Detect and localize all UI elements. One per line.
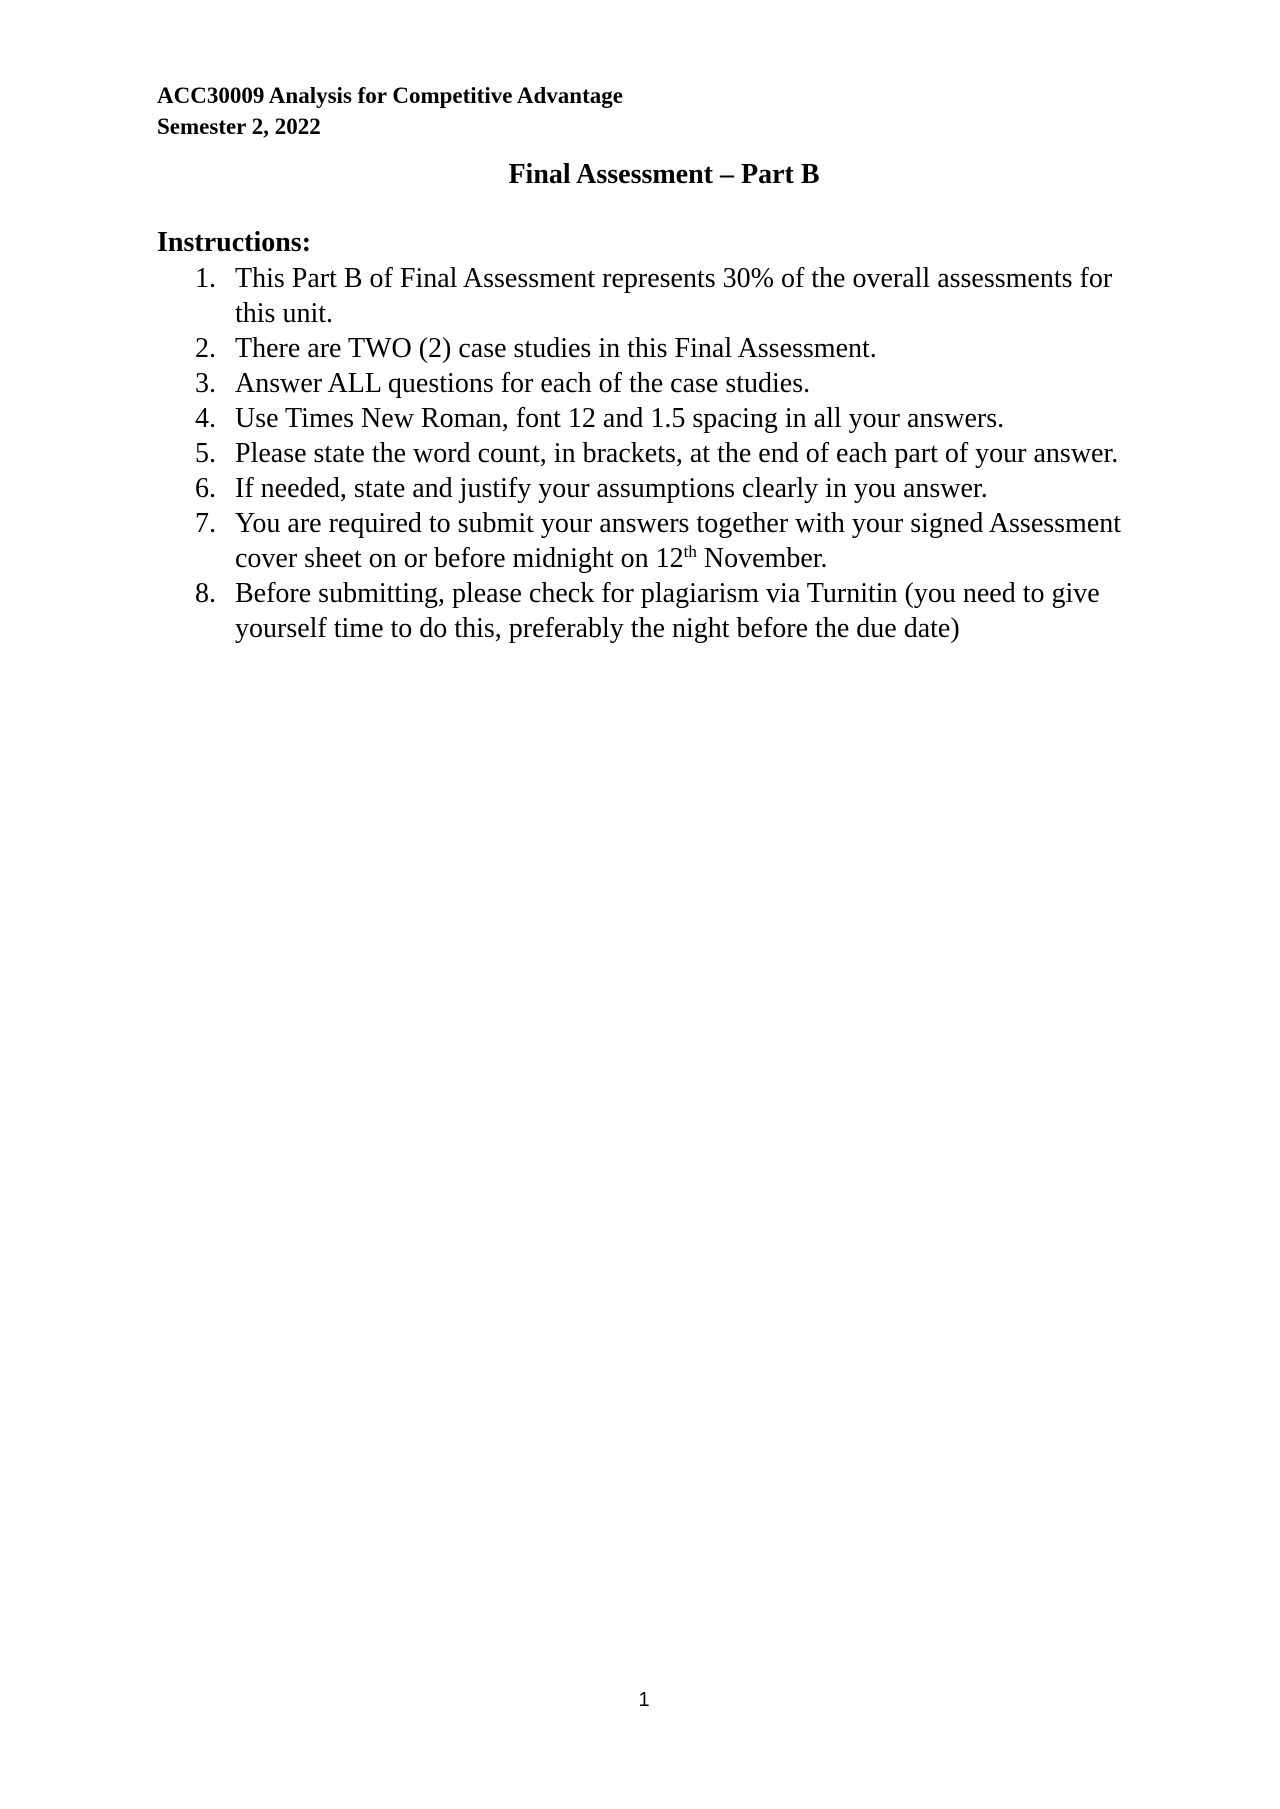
semester-label: Semester 2, 2022 [157, 114, 321, 139]
list-item-text: Please state the word count, in brackets, at the end of each part of your answer. [235, 438, 1119, 469]
course-header [157, 80, 623, 142]
list-item-number: 7. [195, 508, 216, 539]
date-superscript: th [683, 542, 697, 561]
instructions-list [157, 261, 1157, 646]
list-item-text: If needed, state and justify your assumptions clearly in you answer. [235, 473, 988, 504]
page-number: 1 [638, 1689, 650, 1711]
list-item-number: 4. [195, 403, 216, 434]
course-title: ACC30009 Analysis for Competitive Advantage [157, 83, 623, 108]
list-item-text: There are TWO (2) case studies in this Final Assessment. [235, 333, 877, 364]
list-item-number: 2. [195, 333, 216, 364]
list-item-number: 6. [195, 473, 216, 504]
list-item-number: 5. [195, 438, 216, 469]
list-item-text: Use Times New Roman, font 12 and 1.5 spacing in all your answers. [235, 403, 1005, 434]
list-item-text [235, 508, 1121, 574]
list-item [157, 261, 1157, 331]
list-item [157, 436, 1157, 471]
document-title-block [0, 157, 1280, 193]
list-item [157, 576, 1157, 646]
list-item-text-main: You are required to submit your answers together with your signed Assessment cover sheet on or before midnight on 12 [235, 508, 1122, 574]
list-item-text: This Part B of Final Assessment represents 30% of the overall assessments for this unit. [235, 263, 1113, 329]
list-item-number: 1. [195, 263, 216, 294]
list-item-number: 8. [195, 578, 216, 609]
list-item [157, 506, 1157, 576]
instructions-heading: Instructions: [157, 227, 312, 258]
list-item-text-end: November. [696, 543, 828, 574]
list-item [157, 401, 1157, 436]
list-item-text: Before submitting, please check for plagiarism via Turnitin (you need to give yourself time to do this, preferably the night before the due date) [235, 578, 1100, 644]
list-item-text: Answer ALL questions for each of the case studies. [235, 368, 811, 399]
document-title: Final Assessment – Part B [508, 159, 820, 190]
list-item-number: 3. [195, 368, 216, 399]
list-item [157, 471, 1157, 506]
list-item [157, 331, 1157, 366]
list-item [157, 366, 1157, 401]
page-footer [0, 1687, 1280, 1713]
